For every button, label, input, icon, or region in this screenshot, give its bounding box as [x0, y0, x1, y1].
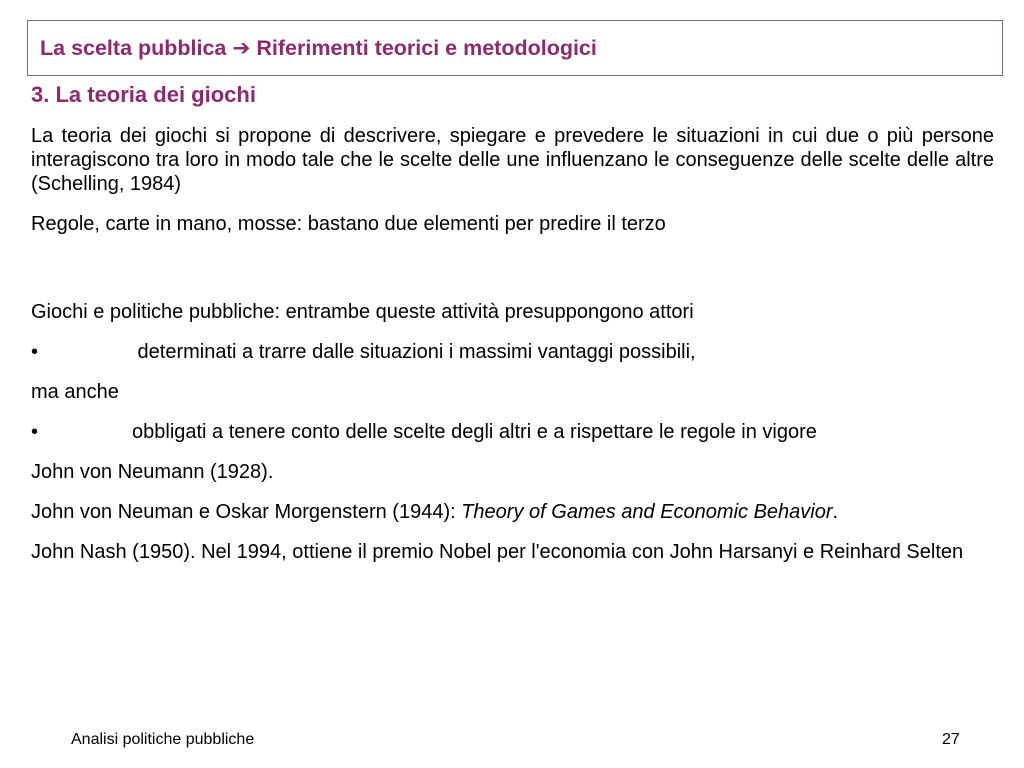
- slide-title-box: [27, 20, 1003, 76]
- bullet-item-2: [31, 420, 994, 444]
- slide-title-part1: La scelta pubblica: [40, 36, 227, 60]
- morgenstern-period: .: [832, 501, 839, 523]
- paragraph-rules: Regole, carte in mano, mosse: bastano due elementi per predire il terzo: [31, 213, 666, 235]
- bullet-text-1: determinati a trarre dalle situazioni i massimi vantaggi possibili,: [132, 341, 696, 363]
- morgenstern-text: John von Neuman e Oskar Morgenstern (1944):: [31, 501, 462, 523]
- slide-title-part2: Riferimenti teorici e metodologici: [256, 36, 597, 60]
- page-number: 27: [942, 731, 960, 748]
- footer-course-title: Analisi politiche pubbliche: [71, 731, 255, 748]
- slide-title: [40, 36, 597, 61]
- paragraph-ma-anche: ma anche: [31, 381, 119, 403]
- section-title: 3. La teoria dei giochi: [31, 82, 256, 107]
- paragraph-nash: John Nash (1950). Nel 1994, ottiene il premio Nobel per l'economia con John Harsanyi e Reinhard Selten: [31, 541, 964, 563]
- bullet-icon: •: [31, 341, 39, 363]
- right-arrow-icon: ➔: [232, 36, 251, 60]
- paragraph-games-policies: Giochi e politiche pubbliche: entrambe queste attività presuppongono attori: [31, 301, 694, 323]
- bullet-icon: •: [31, 421, 39, 443]
- paragraph-morgenstern: [31, 500, 994, 524]
- slide-content: [31, 82, 994, 564]
- bullet-item-1: [31, 340, 994, 364]
- book-title: Theory of Games and Economic Behavior: [461, 501, 833, 523]
- paragraph-definition: La teoria dei giochi si propone di descrivere, spiegare e prevedere le situazioni in cui due o più persone interagiscono tra loro in modo tale che le scelte delle une influenzano le conseguenze delle scelte delle altre (Schelling, 1984): [31, 125, 994, 195]
- paragraph-von-neumann: John von Neumann (1928).: [31, 461, 274, 483]
- bullet-text-2: obbligati a tenere conto delle scelte degli altri e a rispettare le regole in vigore: [132, 421, 817, 443]
